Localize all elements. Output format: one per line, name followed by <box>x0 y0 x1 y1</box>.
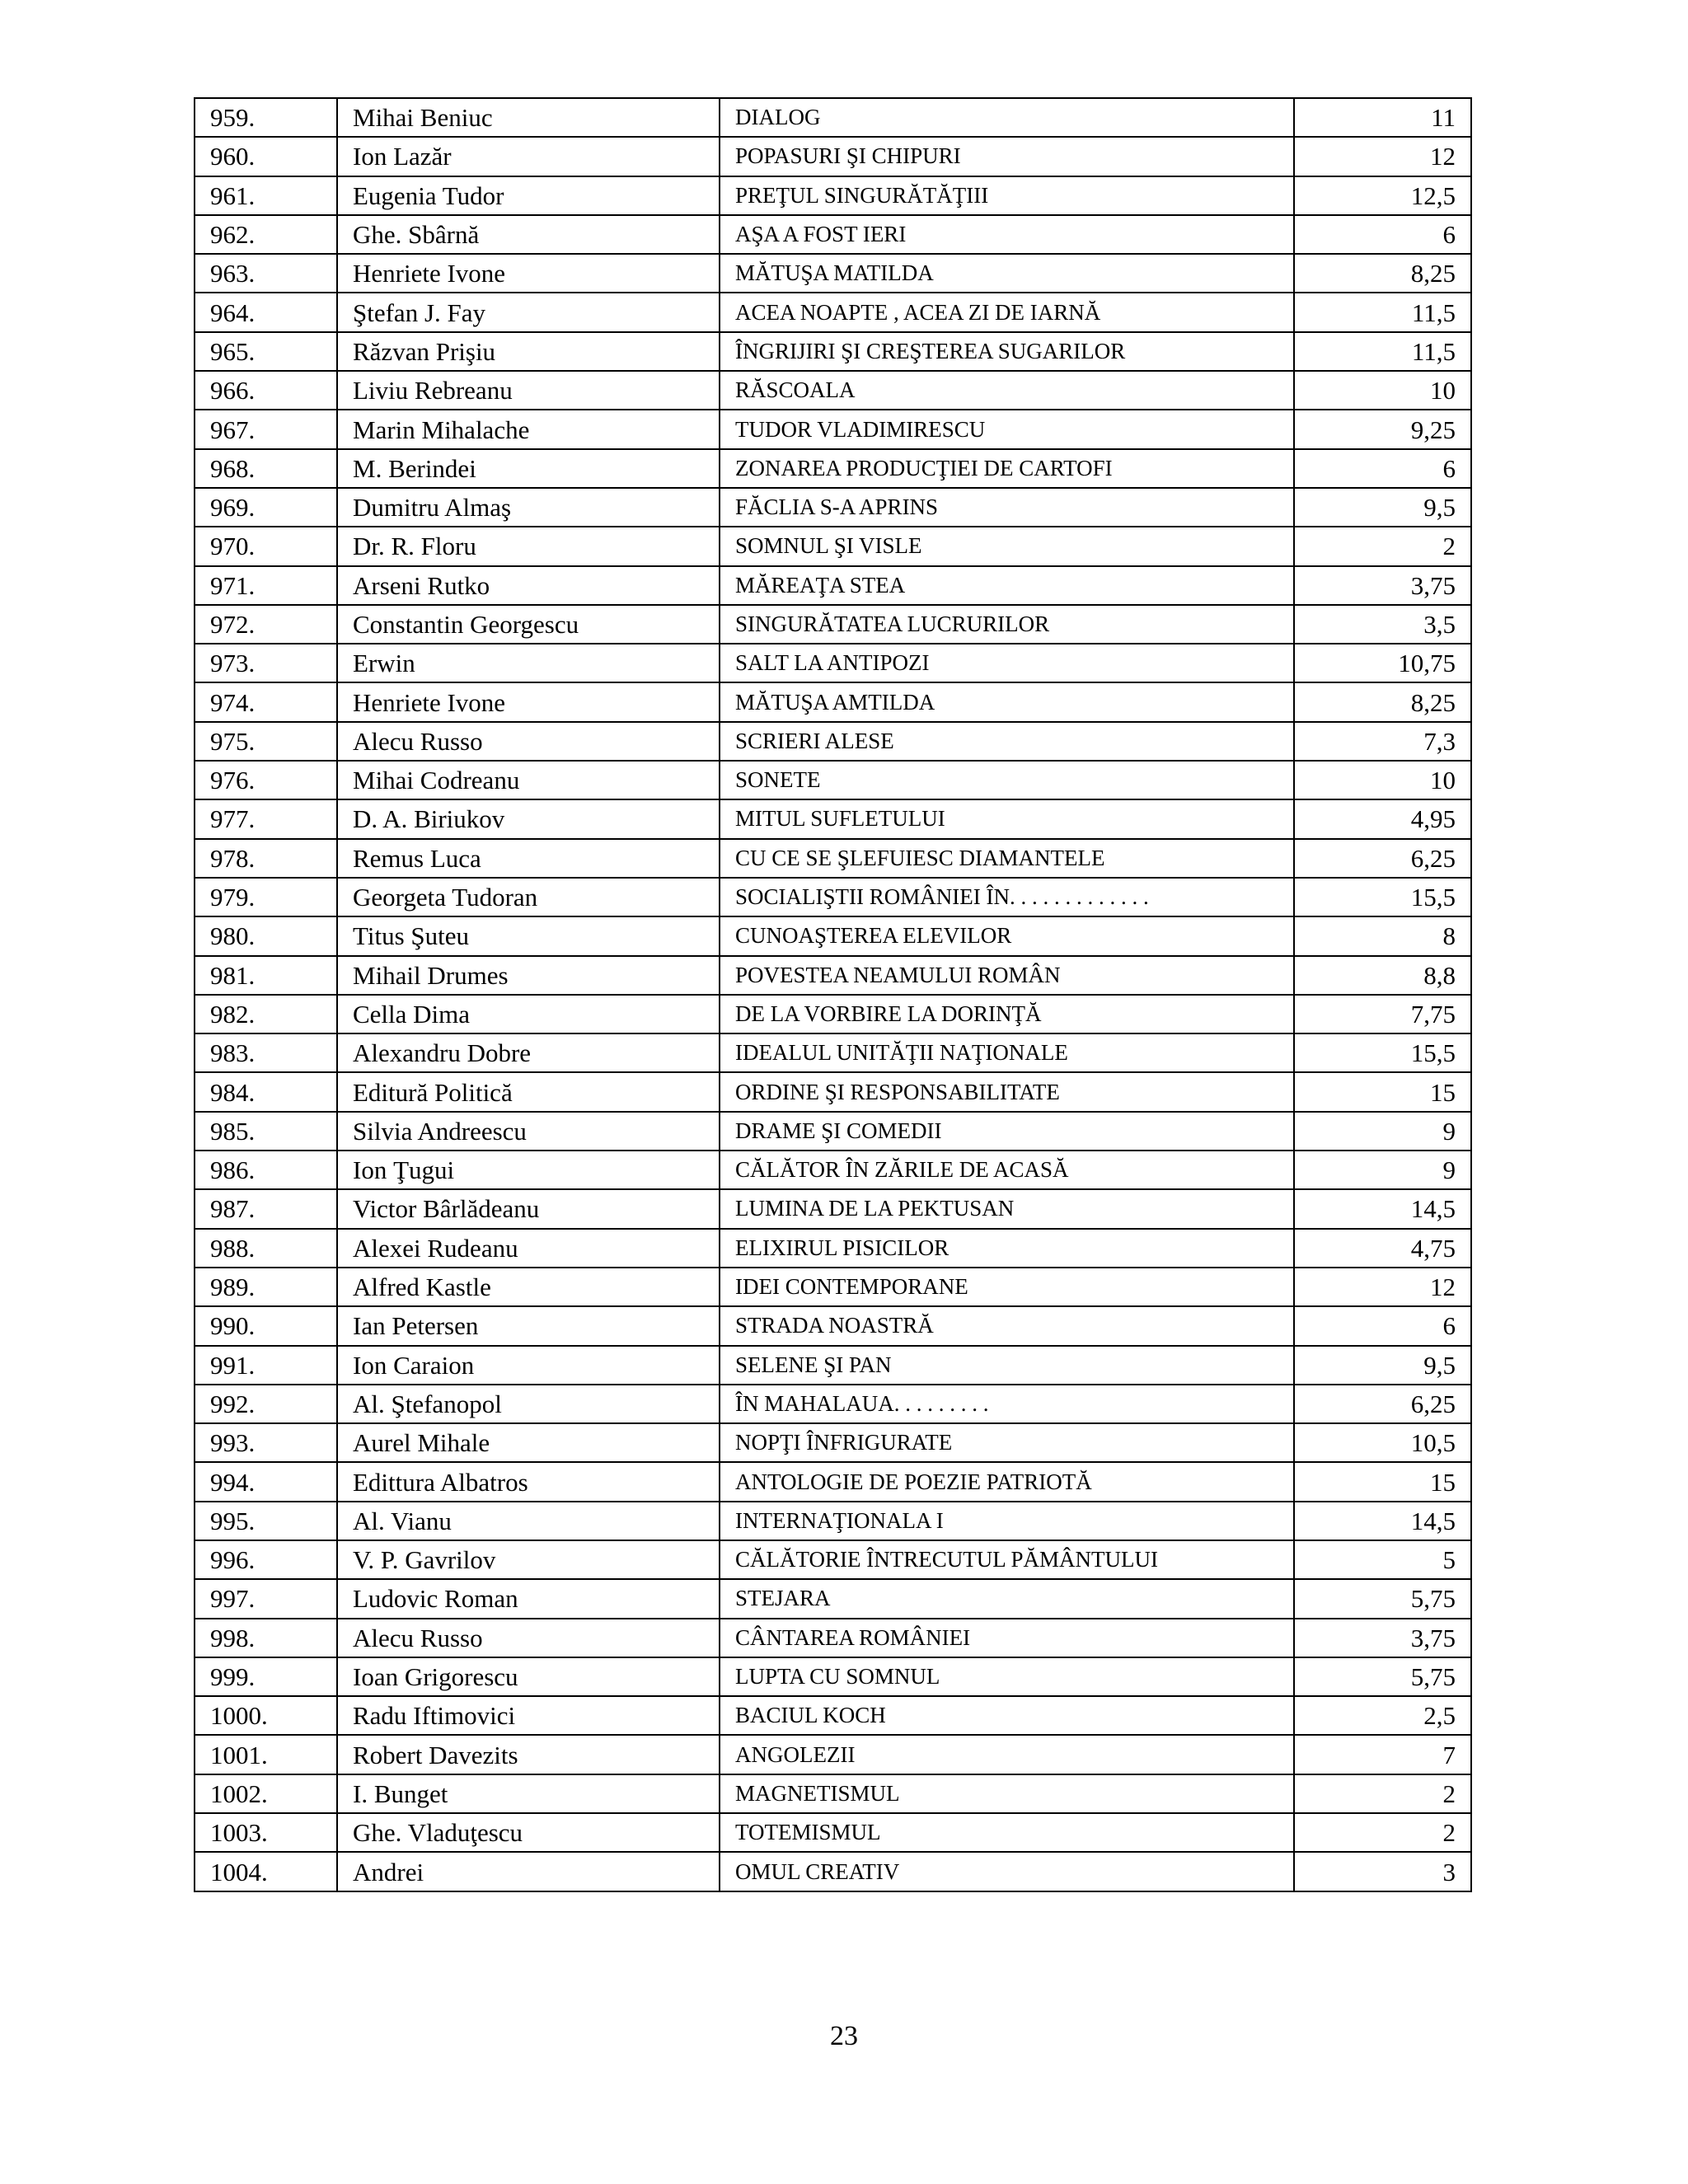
table-row <box>195 1229 1471 1268</box>
row-number-cell: 986. <box>195 1151 337 1189</box>
author-cell: Radu Iftimovici <box>337 1696 720 1735</box>
title-cell: AŞA A FOST IERI <box>720 215 1294 254</box>
author-cell: Alecu Russo <box>337 1619 720 1657</box>
title-cell: POVESTEA NEAMULUI ROMÂN <box>720 956 1294 995</box>
price-cell: 9 <box>1294 1151 1471 1189</box>
row-number-cell: 969. <box>195 488 337 527</box>
table-row <box>195 137 1471 176</box>
row-number-cell: 987. <box>195 1189 337 1228</box>
title-cell: RĂSCOALA <box>720 371 1294 410</box>
author-cell: Răzvan Prişiu <box>337 332 720 371</box>
title-cell: LUMINA DE LA PEKTUSAN <box>720 1189 1294 1228</box>
row-number-cell: 977. <box>195 799 337 838</box>
row-number-cell: 1003. <box>195 1813 337 1852</box>
title-cell: CĂLĂTOR ÎN ZĂRILE DE ACASĂ <box>720 1151 1294 1189</box>
table-row <box>195 682 1471 721</box>
price-cell: 11,5 <box>1294 332 1471 371</box>
table-row <box>195 1619 1471 1657</box>
row-number-cell: 970. <box>195 527 337 565</box>
row-number-cell: 971. <box>195 566 337 605</box>
table-row <box>195 1268 1471 1306</box>
row-number-cell: 961. <box>195 176 337 215</box>
title-cell: PREŢUL SINGURĂTĂŢIII <box>720 176 1294 215</box>
author-cell: Dr. R. Floru <box>337 527 720 565</box>
price-cell: 15 <box>1294 1072 1471 1111</box>
table-row <box>195 1657 1471 1696</box>
price-cell: 15,5 <box>1294 1033 1471 1072</box>
price-cell: 7,3 <box>1294 722 1471 761</box>
table-row <box>195 799 1471 838</box>
row-number-cell: 984. <box>195 1072 337 1111</box>
price-cell: 5,75 <box>1294 1579 1471 1618</box>
price-cell: 12 <box>1294 1268 1471 1306</box>
row-number-cell: 994. <box>195 1462 337 1501</box>
table-row <box>195 1735 1471 1774</box>
price-cell: 11 <box>1294 98 1471 137</box>
price-cell: 15 <box>1294 1462 1471 1501</box>
title-cell: POPASURI ŞI CHIPURI <box>720 137 1294 176</box>
row-number-cell: 993. <box>195 1423 337 1462</box>
price-cell: 6 <box>1294 1306 1471 1345</box>
table-row <box>195 995 1471 1033</box>
title-cell: MĂTUŞA MATILDA <box>720 254 1294 293</box>
author-cell: Ion Ţugui <box>337 1151 720 1189</box>
title-cell: MAGNETISMUL <box>720 1774 1294 1813</box>
row-number-cell: 982. <box>195 995 337 1033</box>
row-number-cell: 980. <box>195 916 337 955</box>
row-number-cell: 964. <box>195 293 337 331</box>
title-cell: LUPTA CU SOMNUL <box>720 1657 1294 1696</box>
title-cell: ELIXIRUL PISICILOR <box>720 1229 1294 1268</box>
price-cell: 11,5 <box>1294 293 1471 331</box>
title-cell: ZONAREA PRODUCŢIEI DE CARTOFI <box>720 449 1294 488</box>
title-cell: MITUL SUFLETULUI <box>720 799 1294 838</box>
author-cell: Mihail Drumes <box>337 956 720 995</box>
author-cell: Georgeta Tudoran <box>337 878 720 916</box>
price-cell: 10 <box>1294 761 1471 799</box>
row-number-cell: 991. <box>195 1346 337 1385</box>
price-cell: 9 <box>1294 1112 1471 1151</box>
author-cell: I. Bunget <box>337 1774 720 1813</box>
price-cell: 7 <box>1294 1735 1471 1774</box>
table-row <box>195 1540 1471 1579</box>
author-cell: V. P. Gavrilov <box>337 1540 720 1579</box>
row-number-cell: 996. <box>195 1540 337 1579</box>
title-cell: IDEALUL UNITĂŢII NAŢIONALE <box>720 1033 1294 1072</box>
table-row <box>195 566 1471 605</box>
title-cell: MĂREAŢA STEA <box>720 566 1294 605</box>
table-row <box>195 605 1471 644</box>
row-number-cell: 1004. <box>195 1852 337 1891</box>
price-cell: 10,5 <box>1294 1423 1471 1462</box>
author-cell: Editură Politică <box>337 1072 720 1111</box>
author-cell: Al. Vianu <box>337 1502 720 1540</box>
price-cell: 6 <box>1294 449 1471 488</box>
title-cell: SCRIERI ALESE <box>720 722 1294 761</box>
title-cell: CUNOAŞTEREA ELEVILOR <box>720 916 1294 955</box>
table-row <box>195 215 1471 254</box>
author-cell: Andrei <box>337 1852 720 1891</box>
author-cell: Henriete Ivone <box>337 682 720 721</box>
price-cell: 8 <box>1294 916 1471 955</box>
author-cell: Ioan Grigorescu <box>337 1657 720 1696</box>
title-cell: CU CE SE ŞLEFUIESC DIAMANTELE <box>720 839 1294 878</box>
table-row <box>195 449 1471 488</box>
row-number-cell: 981. <box>195 956 337 995</box>
price-cell: 3,75 <box>1294 566 1471 605</box>
price-cell: 9,25 <box>1294 410 1471 448</box>
author-cell: Ion Lazăr <box>337 137 720 176</box>
table-row <box>195 916 1471 955</box>
row-number-cell: 960. <box>195 137 337 176</box>
table-row <box>195 1462 1471 1501</box>
table-row <box>195 1033 1471 1072</box>
author-cell: Cella Dima <box>337 995 720 1033</box>
table-row <box>195 1385 1471 1423</box>
row-number-cell: 983. <box>195 1033 337 1072</box>
title-cell: STEJARA <box>720 1579 1294 1618</box>
author-cell: Ghe. Vladuţescu <box>337 1813 720 1852</box>
author-cell: Marin Mihalache <box>337 410 720 448</box>
price-cell: 2 <box>1294 1813 1471 1852</box>
price-cell: 4,75 <box>1294 1229 1471 1268</box>
row-number-cell: 990. <box>195 1306 337 1345</box>
title-cell: BACIUL KOCH <box>720 1696 1294 1735</box>
row-number-cell: 968. <box>195 449 337 488</box>
row-number-cell: 1001. <box>195 1735 337 1774</box>
table-row <box>195 332 1471 371</box>
price-cell: 5,75 <box>1294 1657 1471 1696</box>
title-cell: TUDOR VLADIMIRESCU <box>720 410 1294 448</box>
row-number-cell: 997. <box>195 1579 337 1618</box>
author-cell: Constantin Georgescu <box>337 605 720 644</box>
table-row <box>195 254 1471 293</box>
table-row <box>195 488 1471 527</box>
price-cell: 5 <box>1294 1540 1471 1579</box>
row-number-cell: 979. <box>195 878 337 916</box>
title-cell: OMUL CREATIV <box>720 1852 1294 1891</box>
author-cell: Al. Ştefanopol <box>337 1385 720 1423</box>
table-row <box>195 1852 1471 1891</box>
author-cell: Ghe. Sbârnă <box>337 215 720 254</box>
table-row <box>195 1502 1471 1540</box>
row-number-cell: 963. <box>195 254 337 293</box>
row-number-cell: 1002. <box>195 1774 337 1813</box>
price-cell: 6,25 <box>1294 1385 1471 1423</box>
row-number-cell: 975. <box>195 722 337 761</box>
author-cell: Alecu Russo <box>337 722 720 761</box>
table-row <box>195 410 1471 448</box>
row-number-cell: 995. <box>195 1502 337 1540</box>
author-cell: Ion Caraion <box>337 1346 720 1385</box>
row-number-cell: 998. <box>195 1619 337 1657</box>
table-row <box>195 761 1471 799</box>
page-number: 23 <box>830 2021 858 2051</box>
author-cell: Ian Petersen <box>337 1306 720 1345</box>
price-cell: 8,25 <box>1294 682 1471 721</box>
author-cell: Victor Bârlădeanu <box>337 1189 720 1228</box>
table-body <box>195 98 1471 1891</box>
price-cell: 10,75 <box>1294 644 1471 682</box>
table-row <box>195 527 1471 565</box>
row-number-cell: 992. <box>195 1385 337 1423</box>
title-cell: SOMNUL ŞI VISLE <box>720 527 1294 565</box>
title-cell: ÎNGRIJIRI ŞI CREŞTEREA SUGARILOR <box>720 332 1294 371</box>
row-number-cell: 973. <box>195 644 337 682</box>
price-cell: 14,5 <box>1294 1502 1471 1540</box>
table-row <box>195 1813 1471 1852</box>
row-number-cell: 989. <box>195 1268 337 1306</box>
table-row <box>195 644 1471 682</box>
author-cell: Titus Şuteu <box>337 916 720 955</box>
row-number-cell: 974. <box>195 682 337 721</box>
price-cell: 8,25 <box>1294 254 1471 293</box>
author-cell: Aurel Mihale <box>337 1423 720 1462</box>
price-cell: 2 <box>1294 527 1471 565</box>
table-row <box>195 1112 1471 1151</box>
table-row <box>195 722 1471 761</box>
author-cell: Mihai Beniuc <box>337 98 720 137</box>
title-cell: ACEA NOAPTE , ACEA ZI DE IARNĂ <box>720 293 1294 331</box>
table-row <box>195 1151 1471 1189</box>
title-cell: CĂLĂTORIE ÎNTRECUTUL PĂMÂNTULUI <box>720 1540 1294 1579</box>
title-cell: SELENE ŞI PAN <box>720 1346 1294 1385</box>
row-number-cell: 967. <box>195 410 337 448</box>
title-cell: DRAME ŞI COMEDII <box>720 1112 1294 1151</box>
author-cell: Alexei Rudeanu <box>337 1229 720 1268</box>
table-row <box>195 839 1471 878</box>
author-cell: D. A. Biriukov <box>337 799 720 838</box>
author-cell: Edittura Albatros <box>337 1462 720 1501</box>
price-cell: 15,5 <box>1294 878 1471 916</box>
title-cell: TOTEMISMUL <box>720 1813 1294 1852</box>
author-cell: Remus Luca <box>337 839 720 878</box>
table-row <box>195 371 1471 410</box>
table-row <box>195 956 1471 995</box>
author-cell: Eugenia Tudor <box>337 176 720 215</box>
price-cell: 12,5 <box>1294 176 1471 215</box>
author-cell: M. Berindei <box>337 449 720 488</box>
price-cell: 8,8 <box>1294 956 1471 995</box>
price-cell: 3,5 <box>1294 605 1471 644</box>
title-cell: CÂNTAREA ROMÂNIEI <box>720 1619 1294 1657</box>
title-cell: DIALOG <box>720 98 1294 137</box>
title-cell: ÎN MAHALAUA. . . . . . . . . <box>720 1385 1294 1423</box>
title-cell: SOCIALIŞTII ROMÂNIEI ÎN. . . . . . . . . . . . . <box>720 878 1294 916</box>
price-cell: 3,75 <box>1294 1619 1471 1657</box>
price-cell: 2,5 <box>1294 1696 1471 1735</box>
row-number-cell: 972. <box>195 605 337 644</box>
row-number-cell: 966. <box>195 371 337 410</box>
author-cell: Henriete Ivone <box>337 254 720 293</box>
author-cell: Liviu Rebreanu <box>337 371 720 410</box>
row-number-cell: 999. <box>195 1657 337 1696</box>
table-row <box>195 1696 1471 1735</box>
author-cell: Alfred Kastle <box>337 1268 720 1306</box>
title-cell: ORDINE ŞI RESPONSABILITATE <box>720 1072 1294 1111</box>
title-cell: SALT LA ANTIPOZI <box>720 644 1294 682</box>
title-cell: IDEI CONTEMPORANE <box>720 1268 1294 1306</box>
price-cell: 7,75 <box>1294 995 1471 1033</box>
table-row <box>195 1306 1471 1345</box>
price-cell: 3 <box>1294 1852 1471 1891</box>
row-number-cell: 962. <box>195 215 337 254</box>
author-cell: Arseni Rutko <box>337 566 720 605</box>
price-cell: 6 <box>1294 215 1471 254</box>
table-row <box>195 1423 1471 1462</box>
table-row <box>195 293 1471 331</box>
price-cell: 6,25 <box>1294 839 1471 878</box>
author-cell: Mihai Codreanu <box>337 761 720 799</box>
table-row <box>195 1774 1471 1813</box>
table-row <box>195 878 1471 916</box>
title-cell: DE LA VORBIRE LA DORINŢĂ <box>720 995 1294 1033</box>
row-number-cell: 976. <box>195 761 337 799</box>
price-cell: 2 <box>1294 1774 1471 1813</box>
row-number-cell: 1000. <box>195 1696 337 1735</box>
author-cell: Dumitru Almaş <box>337 488 720 527</box>
table-row <box>195 1579 1471 1618</box>
author-cell: Erwin <box>337 644 720 682</box>
title-cell: FĂCLIA S-A APRINS <box>720 488 1294 527</box>
table-row <box>195 1346 1471 1385</box>
author-cell: Robert Davezits <box>337 1735 720 1774</box>
row-number-cell: 978. <box>195 839 337 878</box>
row-number-cell: 959. <box>195 98 337 137</box>
title-cell: SONETE <box>720 761 1294 799</box>
table-row <box>195 1189 1471 1228</box>
author-cell: Ştefan J. Fay <box>337 293 720 331</box>
author-cell: Ludovic Roman <box>337 1579 720 1618</box>
title-cell: ANGOLEZII <box>720 1735 1294 1774</box>
price-cell: 9,5 <box>1294 1346 1471 1385</box>
row-number-cell: 985. <box>195 1112 337 1151</box>
title-cell: MĂTUŞA AMTILDA <box>720 682 1294 721</box>
row-number-cell: 965. <box>195 332 337 371</box>
author-cell: Silvia Andreescu <box>337 1112 720 1151</box>
table-row <box>195 98 1471 137</box>
title-cell: SINGURĂTATEA LUCRURILOR <box>720 605 1294 644</box>
table-row <box>195 176 1471 215</box>
row-number-cell: 988. <box>195 1229 337 1268</box>
title-cell: NOPŢI ÎNFRIGURATE <box>720 1423 1294 1462</box>
title-cell: INTERNAŢIONALA I <box>720 1502 1294 1540</box>
price-cell: 9,5 <box>1294 488 1471 527</box>
price-cell: 4,95 <box>1294 799 1471 838</box>
title-cell: ANTOLOGIE DE POEZIE PATRIOTĂ <box>720 1462 1294 1501</box>
price-cell: 12 <box>1294 137 1471 176</box>
price-cell: 10 <box>1294 371 1471 410</box>
book-list-table <box>194 97 1472 1892</box>
title-cell: STRADA NOASTRĂ <box>720 1306 1294 1345</box>
price-cell: 14,5 <box>1294 1189 1471 1228</box>
author-cell: Alexandru Dobre <box>337 1033 720 1072</box>
table-row <box>195 1072 1471 1111</box>
